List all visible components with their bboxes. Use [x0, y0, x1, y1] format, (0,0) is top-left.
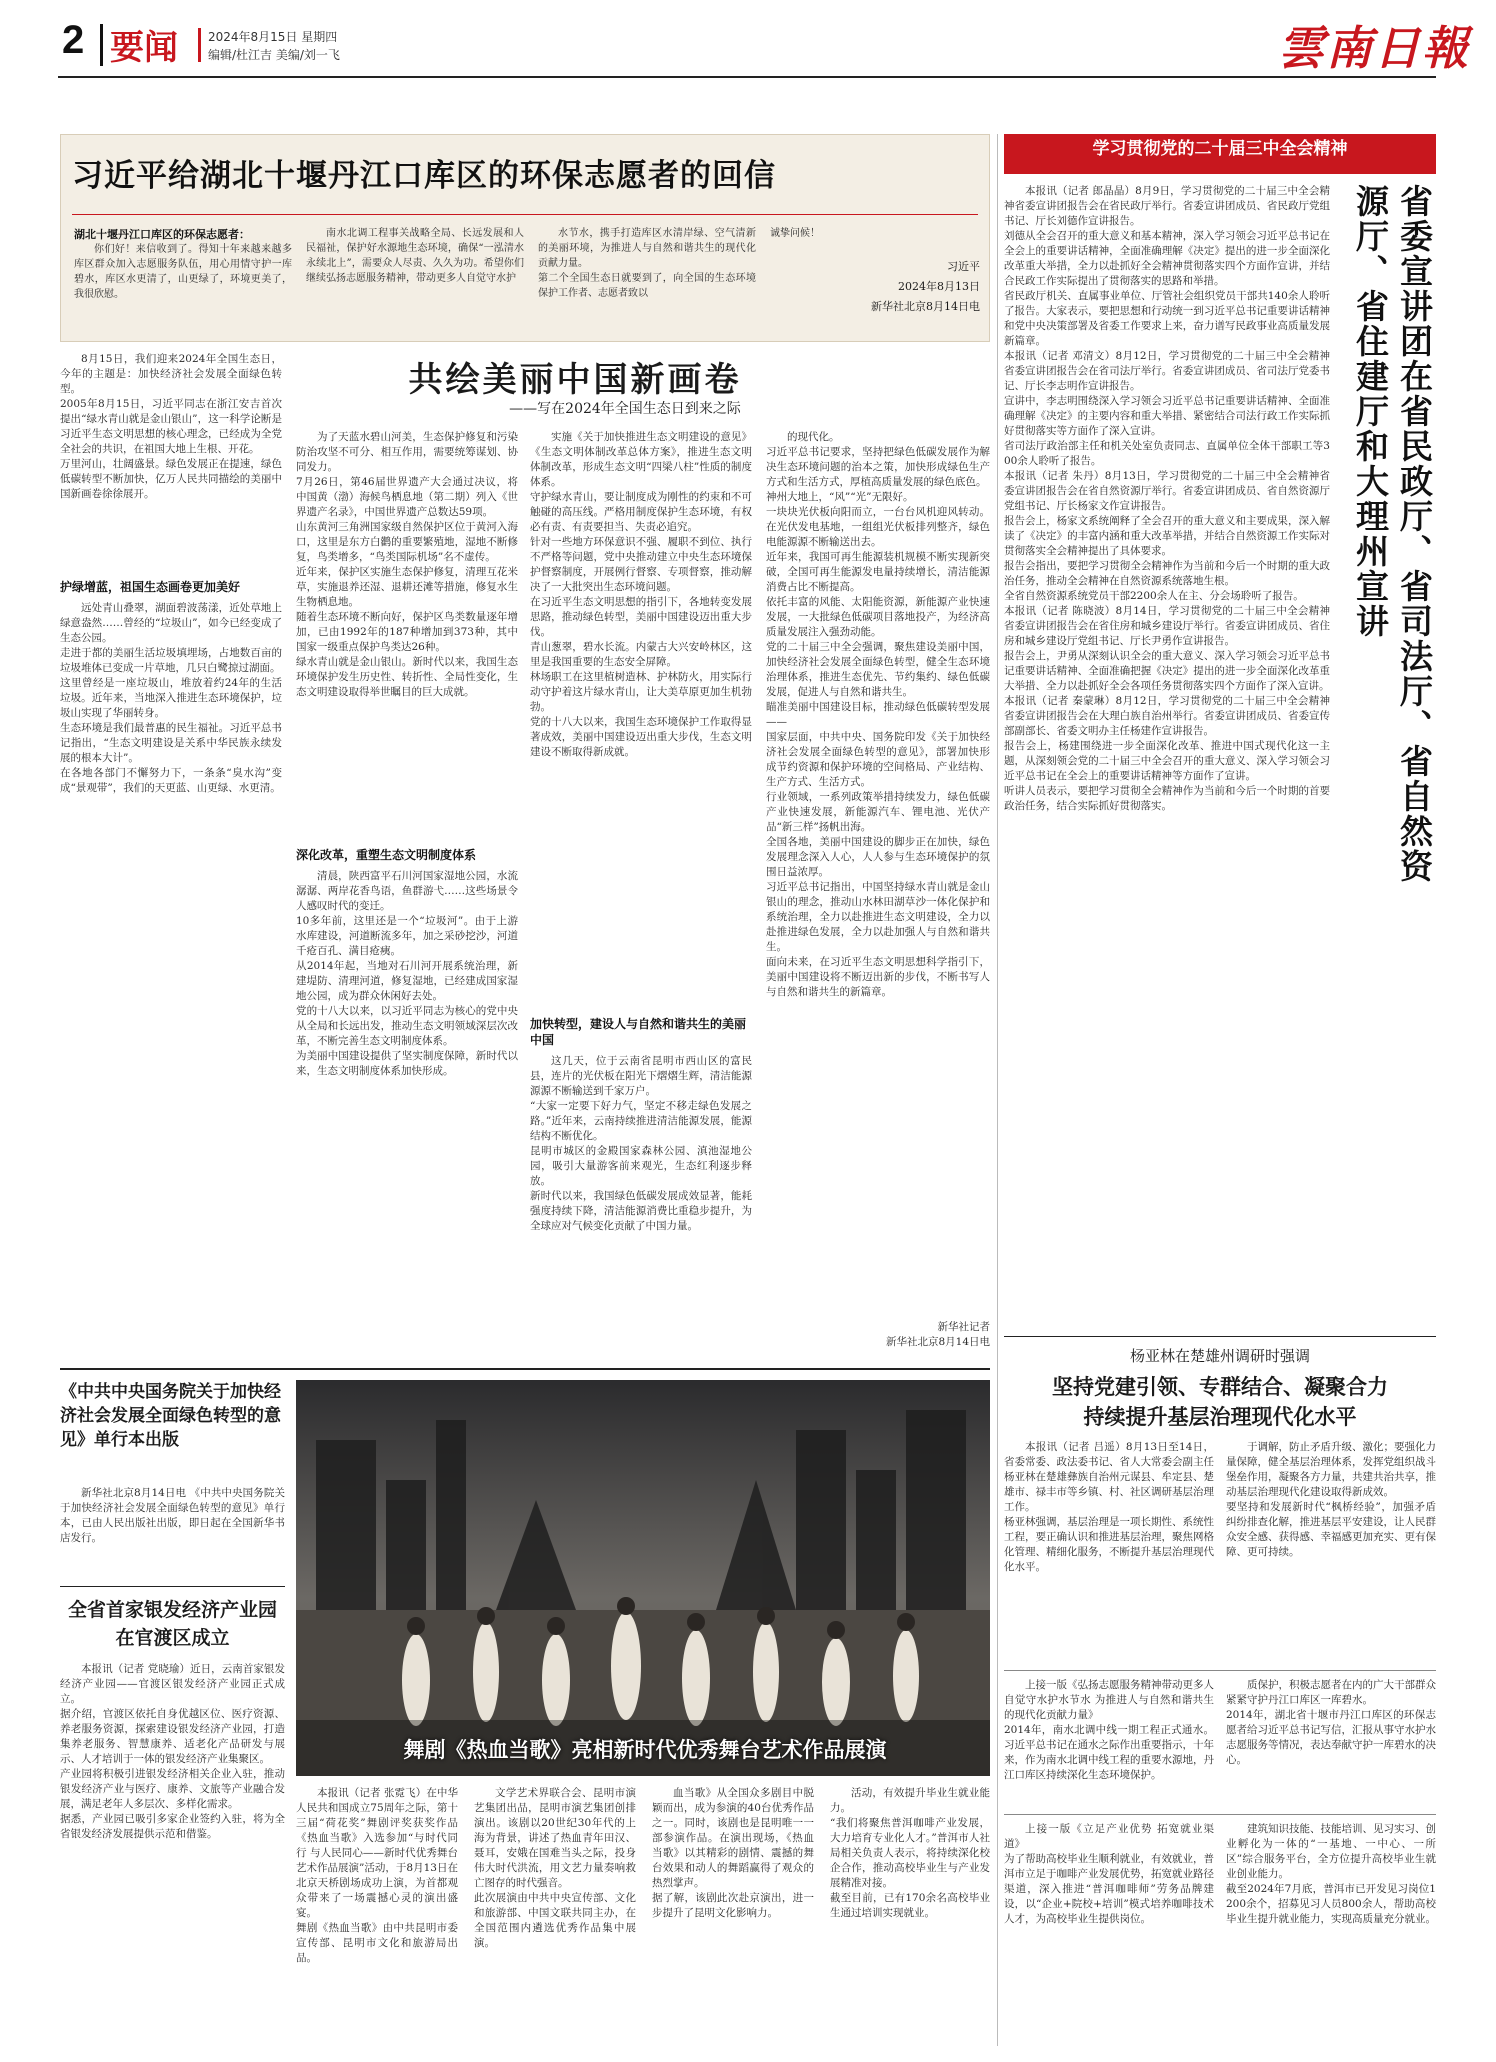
lower-kicker: 杨亚林在楚雄州调研时强调	[1129, 1347, 1310, 1365]
park-headline: 全省首家银发经济产业园在官渡区成立	[67, 1599, 277, 1649]
dance-photo	[296, 1380, 990, 1776]
feature-column-3	[530, 430, 752, 1357]
masthead-rule	[58, 76, 1436, 78]
photo-body-c: 血当歌》从全国众多剧目中脱颖而出，成为参演的40台优秀作品之一。同时，该剧也是昆明唯一一部参演作品。在演出现场，《热血当歌》以其精彩的剧情、震撼的舞台效果和动人的舞蹈赢得了观众的热烈掌声。 据了解，该剧此次赴京演出，进一步提升了昆明文化影响力。	[652, 1787, 814, 1919]
letter-date: 2024年8月13日	[898, 280, 980, 293]
jump-1-col-1: 上接一版《弘扬志愿服务精神带动更多人自觉守水护水节水 为推进人与自然和谐共生的现代化贡献力量》 2014年，南水北调中线一期工程正式通水。习近平总书记在通水之际作出重要指示，十年来，作为南水北调中线工程的重要水源地，丹江口库区持续深化生态环境保护。	[1004, 1679, 1214, 1781]
theme-banner-text: 学习贯彻党的二十届三中全会精神	[1092, 139, 1348, 159]
feature-subtitle: ——写在2024年全国生态日到来之际	[509, 401, 741, 417]
dance-photo-image	[296, 1380, 990, 1776]
left-lower-rule	[60, 1586, 285, 1587]
section-title: 要闻	[110, 28, 178, 68]
photo-body-b: 文学艺术界联合会、昆明市演艺集团出品，昆明市演艺集团创排演出。该剧以20世纪30年代的上海为背景，讲述了热血青年田汉、聂耳，安娥在国难当头之际，投身伟大时代洪流，用文艺力量奏响救亡图存的时代强音。 此次展演由中共中央宣传部、文化和旅游部、中国文联共同主办，在全国范围内遴选优秀作品集中展演。	[474, 1787, 636, 1949]
feature-headline: 共绘美丽中国新画卷	[408, 360, 742, 400]
letter-signature: 习近平	[947, 260, 980, 273]
feature-col1-text: 8月15日，我们迎来2024年全国生态日，今年的主题是：加快经济社会发展全面绿色转型。 2005年8月15日，习近平同志在浙江安吉首次提出“绿水青山就是金山银山”，这一科学论断是习近平生态文明思想的核心理念，已经成为全党全社会的共识，在祖国大地上生根、开花。 万里河山，壮阔盛景。绿色发展正在提速，绿色低碳转型不断加快，亿万人民共同描绘的美丽中国新画卷徐徐展开。	[60, 353, 282, 500]
letter-rule	[72, 214, 978, 215]
feature-col1b-text: 远处青山叠翠，湖面碧波荡漾，近处草地上绿意盎然……曾经的“垃圾山”，如今已经变成了生态公园。 走进于都的美丽生活垃圾填埋场，占地数百亩的垃圾堆体已变成一片草地，几只白鹭掠过湖面。 这里曾经是一座垃圾山，堆放着约24年的生活垃圾。近年来，当地深入推进生态环境保护，垃圾山实现了华丽转身。 生态环境是我们最普惠的民生福祉。习近平总书记指出，“生态文明建设是关系中华民族永续发展的根本大计”。 在各地各部门不懈努力下，一条条“臭水沟”变成“景观带”，我们的天更蓝、山更绿、水更清。	[60, 602, 282, 794]
jump-rule-1	[1004, 1670, 1436, 1671]
letter-body-1: 你们好！来信收到了。得知十年来越来越多库区群众加入志愿服务队伍，用心用情守护一库碧水，库区水更清了，山更绿了，环境更美了，我很欣慰。	[74, 244, 292, 300]
jump-1-col-2: 质保护，积极志愿者在内的广大干部群众紧紧守护丹江口库区一库碧水。 2014年，湖北省十堰市丹江口库区的环保志愿者给习近平总书记写信，汇报从事守水护水志愿服务等情况，表达奉献守护一库碧水的决心。	[1226, 1679, 1436, 1766]
letter-body-2: 南水北调工程事关战略全局、长远发展和人民福祉，保护好水源地生态环境，确保“一泓清水永续北上”，需要众人尽责、久久为功。希望你们继续弘扬志愿服务精神，带动更多人自觉守水护	[306, 228, 524, 284]
letter-dateline: 新华社北京8月14日电	[871, 300, 980, 313]
feature-col3-text: 实施《关于加快推进生态文明建设的意见》《生态文明体制改革总体方案》，推进生态文明体制改革，形成生态文明“四梁八柱”性质的制度体系。 守护绿水青山，要让制度成为刚性的约束和不可触碰的高压线。严格用制度保护生态环境，有权必有责、有责要担当、失责必追究。 针对一些地方环保意识不强、履职不到位、执行不严格等问题，党中央推动建立中央生态环境保护督察制度，开展例行督察、专项督察，推动解决了一大批突出生态环境问题。 在习近平生态文明思想的指引下，各地转变发展思路，推动绿色转型，美丽中国建设迈出重大步伐。 青山葱翠，碧水长流。内蒙古大兴安岭林区，这里是我国重要的生态安全屏障。 林场职工在这里植树造林、护林防火，用实际行动守护着这片绿水青山，让大美草原更加生机勃勃。 党的十八大以来，我国生态环境保护工作取得显著成效，美丽中国建设迈出重大步伐，生态文明建设不断取得新成就。	[530, 431, 752, 758]
date-line: 2024年8月15日 星期四	[208, 30, 338, 44]
feature-col2-text: 为了天蓝水碧山河美，生态保护修复和污染防治攻坚不可分、相互作用，需要统筹谋划、协同发力。 7月26日，第46届世界遗产大会通过决议，将中国黄（渤）海候鸟栖息地（第二期）列入《世界遗产名录》，中国世界遗产总数达59项。 山东黄河三角洲国家级自然保护区位于黄河入海口，这里是东方白鹳的重要繁殖地，湿地不断修复，鸟类增多，“鸟类国际机场”名不虚传。 近年来，保护区实施生态保护修复，清理互花米草，实施退养还湿、退耕还滩等措施，修复水生生物栖息地。 随着生态环境不断向好，保护区鸟类数量逐年增加，已由1992年的187种增加到373种，其中国家一级重点保护鸟类达26种。 绿水青山就是金山银山。新时代以来，我国生态环境保护发生历史性、转折性、全局性变化，生态文明建设取得举世瞩目的巨大成就。	[296, 431, 518, 698]
jump-rule-2	[1004, 1814, 1436, 1815]
right-lower-rule	[1004, 1336, 1436, 1337]
letter-salutation: 湖北十堰丹江口库区的环保志愿者：	[74, 228, 250, 241]
letter-headline: 习近平给湖北十堰丹江口库区的环保志愿者的回信	[72, 158, 776, 194]
feature-col2b-text: 清晨，陕西富平石川河国家湿地公园，水流潺潺、两岸花香鸟语，鱼群游弋……这些场景令人感叹时代的变迁。 10多年前，这里还是一个“垃圾河”。由于上游水库建设，河道断流多年，加之采砂挖沙，河道千疮百孔、满目疮痍。 从2014年起，当地对石川河开展系统治理，新建堤防、清理河道，修复湿地，已经建成国家湿地公园，成为群众休闲好去处。 党的十八大以来，以习近平同志为核心的党中央从全局和长远出发，推动生态文明领域深层次改革，不断完善生态文明制度体系。 为美丽中国建设提供了坚实制度保障，新时代以来，生态文明制度体系加快形成。	[296, 870, 518, 1077]
letter-col-1	[74, 226, 292, 334]
book-headline: 《中共中央国务院关于加快经济社会发展全面绿色转型的意见》单行本出版	[60, 1382, 281, 1450]
feature-subhead-3: 加快转型，建设人与自然和谐共生的美丽中国	[530, 1017, 747, 1047]
right-body: 本报讯（记者 郎晶晶）8月9日，学习贯彻党的二十届三中全会精神省委宣讲团报告会在省民政厅举行。省委宣讲团成员、省民政厅党组书记、厅长刘德作宣讲报告。 刘德从全会召开的重大意义和基本精神，深入学习领会习近平总书记在全会上的重要讲话精神，全面准确理解《决定》提出的进一步全面深化改革重大举措，全力以赴抓好全会精神贯彻落实四个方面作宣讲，并结合民政工作实际提出了贯彻落实的思路和举措。 省民政厅机关、直属事业单位、厅管社会组织党员干部共140余人聆听了报告。大家表示，要把思想和行动统一到习近平总书记重要讲话精神和党中央决策部署及省委工作要求上来，奋力谱写民政事业高质量发展新篇章。 本报讯（记者 邓清文）8月12日，学习贯彻党的二十届三中全会精神省委宣讲团报告会在省司法厅举行。省委宣讲团成员、省司法厅党委书记、厅长李志明作宣讲报告。 宣讲中，李志明围绕深入学习领会习近平总书记重要讲话精神、全面准确理解《决定》的主要内容和重大举措、紧密结合司法行政工作实际抓好贯彻落实等方面作了深入宣讲。 省司法厅政治部主任和机关处室负责同志、直属单位全体干部职工等300余人聆听了报告。 本报讯（记者 朱丹）8月13日，学习贯彻党的二十届三中全会精神省委宣讲团报告会在省自然资源厅举行。省委宣讲团成员、省自然资源厅党组书记、厅长杨家文作宣讲报告。 报告会上，杨家文系统阐释了全会召开的重大意义和主要成果，深入解读了《决定》的丰富内涵和重大改革举措，并结合自然资源工作实际对贯彻落实全会精神提出了具体要求。 报告会指出，要把学习贯彻全会精神作为当前和今后一个时期的重大政治任务，推动全会精神在自然资源系统落地生根。 全省自然资源系统党员干部2200余人在主、分会场聆听了报告。 本报讯（记者 陈晓波）8月14日，学习贯彻党的二十届三中全会精神省委宣讲团报告会在省住房和城乡建设厅举行。省委宣讲团成员、省住房和城乡建设厅党组书记、厅长尹勇作宣讲报告。 报告会上，尹勇从深刻认识全会的重大意义、深入学习领会习近平总书记重要讲话精神、全面准确把握《决定》提出的进一步全面深化改革重大举措、全力以赴抓好全会各项任务贯彻落实四个方面作了深入宣讲。 本报讯（记者 秦蒙琳）8月12日，学习贯彻党的二十届三中全会精神省委宣讲团报告会在大理白族自治州举行。省委宣讲团成员、省委宣传部副部长、省委文明办主任杨建作宣讲报告。 报告会上，杨建围绕进一步全面深化改革、推进中国式现代化这一主题，从深刻领会党的二十届三中全会召开的重大意义、深入学习领会习近平总书记在全会上的重要讲话精神等方面作了宣讲。 听讲人员表示，要把学习贯彻全会精神作为当前和今后一个时期的首要政治任务，结合实际抓好贯彻落实。	[1004, 185, 1330, 812]
feature-column-4	[766, 430, 990, 1357]
editors-line: 编辑/杜江吉 美编/刘一飞	[208, 48, 340, 62]
feature-bottom-rule	[60, 1368, 990, 1370]
feature-subhead-2: 深化改革，重塑生态文明制度体系	[296, 848, 477, 862]
feature-col3b-text: 这几天，位于云南省昆明市西山区的富民县，连片的光伏板在阳光下熠熠生辉，清洁能源源源不断输送到千家万户。 “大家一定要下好力气，坚定不移走绿色发展之路。”近年来，云南持续推进清洁能源发展，能源结构不断优化。 昆明市城区的金殿国家森林公园、滇池湿地公园，吸引大量游客前来观光，生态红利逐步释放。 新时代以来，我国绿色低碳发展成效显著，能耗强度持续下降，清洁能源消费比重稳步提升，为全球应对气候变化贡献了中国力量。	[530, 1055, 752, 1232]
right-headline: 省委宣讲团在省民政厅、省司法厅、省自然资源厅、省住建厅和大理州宣讲	[1351, 184, 1434, 884]
photo-body-a: 本报讯（记者 张霓飞）在中华人民共和国成立75周年之际，第十三届“荷花奖”舞剧评奖获奖作品《热血当歌》入选参加“与时代同行 与人民同心——新时代优秀舞台艺术作品展演”活动，于8月13日在北京天桥剧场成功上演，为首都观众带来了一场震撼心灵的演出盛宴。 舞剧《热血当歌》由中共昆明市委宣传部、昆明市文化和旅游局出品。	[296, 1787, 458, 1964]
page-number: 2	[62, 18, 85, 62]
section-divider	[198, 28, 201, 62]
photo-body-d: 活动，有效提升毕业生就业能力。 “我们将聚焦普洱咖啡产业发展，大力培育专业化人才。”普洱市人社局相关负责人表示，将持续深化校企合作，推动高校毕业生与产业发展精准对接。 截至目前，已有170余名高校毕业生通过培训实现就业。	[830, 1787, 990, 1919]
book-body: 新华社北京8月14日电 《中共中央国务院关于加快经济社会发展全面绿色转型的意见》单行本，已由人民出版社出版，即日起在全国新华书店发行。	[60, 1487, 285, 1544]
jump-2-col-1: 上接一版《立足产业优势 拓宽就业渠道》 为了帮助高校毕业生顺利就业，有效就业，普洱市立足于咖啡产业发展优势，拓宽就业路径渠道，深入推进“普洱咖啡师”劳务品牌建设，以“企业+院校+培训”模式培养咖啡技术人才，为高校毕业生提供岗位。	[1004, 1823, 1214, 1925]
jump-2-col-2: 建筑知识技能、技能培训、见习实习、创业孵化为一体的“一基地、一中心、一所区”综合服务平台，全方位提升高校毕业生就业创业能力。 截至2024年7月底，普洱市已开发见习岗位1200余个，招募见习人员800余人，帮助高校毕业生提升就业能力，实现高质量充分就业。	[1226, 1823, 1436, 1925]
feature-dateline: 新华社记者 新华社北京8月14日电	[885, 1321, 990, 1348]
park-body: 本报讯（记者 党晓瑜）近日，云南首家银发经济产业园——官渡区银发经济产业园正式成立。 据介绍，官渡区依托自身优越区位、医疗资源、养老服务资源，探索建设银发经济产业园，打造集养老服务、智慧康养、适老化产品研发与展示、人才培训于一体的银发经济产业集聚区。 产业园将积极引进银发经济相关企业入驻，推动银发经济产业与医疗、康养、文旅等产业融合发展，满足老年人多层次、多样化需求。 据悉，产业园已吸引多家企业签约入驻，将为全省银发经济发展提供示范和借鉴。	[60, 1663, 285, 1840]
photo-caption: 舞剧《热血当歌》亮相新时代优秀舞台艺术作品展演	[403, 1737, 887, 1762]
feature-column-2	[296, 430, 518, 1357]
lower-body-b: 于调解，防止矛盾升级、激化；要强化力量保障，健全基层治理体系，发挥党组织战斗堡垒作用，凝聚各方力量，共建共治共享，推动基层治理现代化建设取得新成效。 要坚持和发展新时代“枫桥经验”，加强矛盾纠纷排查化解，推进基层平安建设，让人民群众安全感、获得感、幸福感更加充实、更有保障、更可持续。	[1226, 1441, 1436, 1558]
letter-col-4	[770, 226, 980, 314]
lower-headline: 坚持党建引领、专群结合、凝聚合力 持续提升基层治理现代化水平	[1052, 1374, 1388, 1429]
feature-column-1	[60, 352, 282, 1357]
paper-logo: 雲南日報	[1278, 21, 1470, 75]
masthead-divider	[100, 24, 103, 66]
theme-banner	[1004, 134, 1436, 174]
feature-col4-text: 的现代化。 习近平总书记要求，坚持把绿色低碳发展作为解决生态环境问题的治本之策，加快形成绿色生产方式和生活方式，厚植高质量发展的绿色底色。 神州大地上，“风”“光”无限好。 一块块光伏板向阳而立，一台台风机迎风转动。在光伏发电基地，一组组光伏板排列整齐，绿色电能源源不断输送出去。 近年来，我国可再生能源装机规模不断实现新突破，全国可再生能源发电量持续增长，清洁能源消费占比不断提高。 依托丰富的风能、太阳能资源，新能源产业快速发展，一大批绿色低碳项目落地投产，为经济高质量发展注入强劲动能。 党的二十届三中全会强调，聚焦建设美丽中国，加快经济社会发展全面绿色转型，健全生态环境治理体系，推进生态优先、节约集约、绿色低碳发展，促进人与自然和谐共生。 瞄准美丽中国建设目标，推动绿色低碳转型发展—— 国家层面，中共中央、国务院印发《关于加快经济社会发展全面绿色转型的意见》，部署加快形成节约资源和保护环境的空间格局、产业结构、生产方式、生活方式。 行业领域，一系列政策举措持续发力，绿色低碳产业快速发展，新能源汽车、锂电池、光伏产品“新三样”扬帆出海。 全国各地，美丽中国建设的脚步正在加快，绿色发展理念深入人心，人人参与生态环境保护的氛围日益浓厚。 习近平总书记指出，中国坚持绿水青山就是金山银山的理念，推动山水林田湖草沙一体化保护和系统治理，全力以赴推进生态文明建设，全力以赴推进绿色发展，全力以赴加强人与自然和谐共生。 面向未来，在习近平生态文明思想科学指引下，美丽中国建设将不断迈出新的步伐，不断书写人与自然和谐共生的新篇章。	[766, 431, 990, 998]
feature-subhead-1: 护绿增蓝，祖国生态画卷更加美好	[60, 580, 241, 594]
main-column-divider	[997, 134, 998, 2046]
letter-body-3: 水节水，携手打造库区水清岸绿、空气清新的美丽环境，为推进人与自然和谐共生的现代化贡献力量。 第二个全国生态日就要到了，向全国的生态环境保护工作者、志愿者致以	[538, 228, 756, 299]
letter-body-4: 诚挚问候！	[770, 228, 820, 239]
lower-body-a: 本报讯（记者 吕遥）8月13日至14日，省委常委、政法委书记、省人大常委会副主任杨亚林在楚雄彝族自治州元谋县、牟定县、楚雄市、禄丰市等乡镇、村、社区调研基层治理工作。 杨亚林强调，基层治理是一项长期性、系统性工程，要正确认识和推进基层治理，聚焦网格化管理、精细化服务，不断提升基层治理现代化水平。	[1004, 1441, 1214, 1573]
